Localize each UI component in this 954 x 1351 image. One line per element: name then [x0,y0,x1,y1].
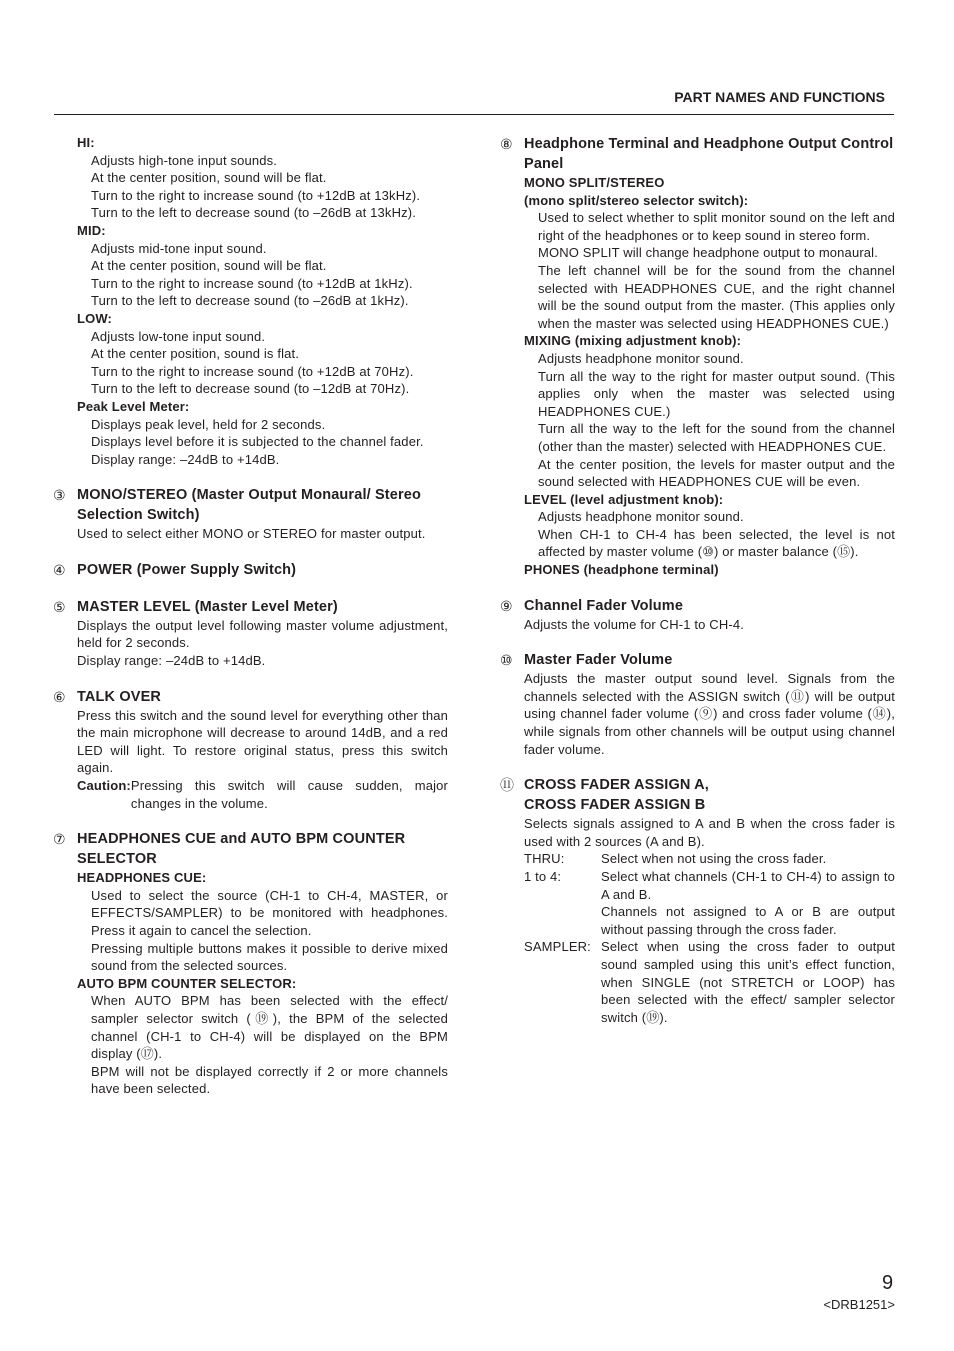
cue-text [77,887,448,975]
section-headphones-cue [53,829,448,1098]
hi-line: Turn to the right to increase sound (to +12dB at 13kHz). [91,187,421,203]
section-number: ⑥ [53,688,66,705]
section-title: Master Fader Volume [524,652,673,669]
mid-block [77,222,448,310]
section-number: ⑦ [53,831,66,848]
option-label: 1 to 4: [524,869,562,884]
section-text: Used to select either MONO or STEREO for master output. [77,526,426,542]
page-header [54,89,894,115]
section-power [53,560,448,580]
cue-paragraph: Used to select the source (CH-1 to CH-4, MASTER, or EFFECTS/SAMPLER) to be monitored with headphones. Press it again to cancel the selection. [91,887,448,938]
hi-line: Turn to the left to decrease sound (to –26dB at 13kHz). [91,205,417,221]
section-number: ③ [53,487,66,504]
mid-line: At the center position, sound will be flat. [91,258,327,274]
low-line: Turn to the right to increase sound (to +12dB at 70Hz). [91,363,414,379]
bpm-paragraph: BPM will not be displayed correctly if 2 or more channels have been selected. [91,1063,448,1097]
mid-text [77,240,448,310]
caution-label: Caution: [77,778,131,794]
mixing-paragraph: At the center position, the levels for master output and the sound selected with HEADPHONES CUE will be even. [538,456,895,490]
peak-line: Displays peak level, held for 2 seconds. [91,416,326,432]
low-line: Adjusts low-tone input sound. [91,328,266,344]
mono-paragraph: The left channel will be for the sound from the channel selected with HEADPHONES CUE, and the right channel will be the sound output from the master. (This applies only when the master was selected using HEADPHONES CUE.) [538,262,895,331]
peak-label: Peak Level Meter: [77,398,190,414]
mono-sublabel: (mono split/stereo selector switch): [524,192,749,208]
section-number: ⑩ [500,652,513,669]
phones-label: PHONES (headphone terminal) [524,562,719,578]
mixing-paragraph: Turn all the way to the left for the sound from the channel (other than the master) selected with HEADPHONES CUE. [538,421,895,454]
assign-option [524,850,895,868]
hi-text [77,152,448,222]
mid-line: Turn to the left to decrease sound (to –26dB at 1kHz). [91,293,409,309]
section-number: ⑧ [500,136,513,152]
mono-paragraph: Used to select whether to split monitor sound on the left and right of the headphones or to keep sound in stereo form. [538,210,895,243]
cue-paragraph: Pressing multiple buttons makes it possible to derive mixed sound from the selected sources. [91,940,448,974]
section-number: ⑪ [500,777,515,794]
hi-label: HI: [77,135,95,150]
mid-line: Turn to the right to increase sound (to +12dB at 1kHz). [91,275,413,291]
section-text: Adjusts the master output sound level. Signals from the channels selected with the ASSIGN switch (⑪) will be output using channel fader volume (⑨) and cross fader volume (⑭), while signals from other channels will be output using channel fader volume. [524,671,895,757]
peak-line: Displays level before it is subjected to the channel fader. [91,434,424,450]
level-text [524,508,895,561]
section-title: CROSS FADER ASSIGN A, [524,777,709,794]
section-title: Headphone Terminal and Headphone Output Control Panel [524,136,894,172]
hi-line: At the center position, sound will be flat. [91,170,327,186]
option-desc: Select when using the cross fader to output sound sampled using this unit’s effect function, when SINGLE (not STRETCH or LOOP) has been selected with the effect/ sampler selector switch (⑲). [601,939,895,1025]
section-text: Press this switch and the sound level for everything other than the main microphone will decrease to around 14dB, and a red LED will light. To restore original status, press this switch again. [77,707,448,776]
header-title: PART NAMES AND FUNCTIONS [674,89,885,105]
bpm-label: AUTO BPM COUNTER SELECTOR: [77,975,297,991]
option-label: SAMPLER: [524,939,591,955]
low-line: Turn to the left to decrease sound (to –12dB at 70Hz). [91,381,410,397]
caution-text: Pressing this switch will cause sudden, major changes in the volume. [130,778,448,811]
level-paragraph: When CH-1 to CH-4 has been selected, the level is not affected by master volume (⑩) or master balance (⑮). [538,526,895,560]
peak-block [77,398,448,468]
section-text: Adjusts the volume for CH-1 to CH-4. [524,616,744,632]
level-label: LEVEL (level adjustment knob): [524,491,724,507]
page-number: 9 [882,1272,894,1294]
mixing-paragraph: Turn all the way to the right for master output sound. (This applies only when the master was selected using HEADPHONES CUE.) [538,368,895,419]
option-desc: Select what channels (CH-1 to CH-4) to assign to A and B. [601,869,895,902]
low-label: LOW: [77,310,113,326]
assign-option [524,868,895,903]
mono-label: MONO SPLIT/STEREO [524,175,665,190]
section-text: Selects signals assigned to A and B when the cross fader is used with 2 sources (A and B). [524,816,895,849]
option-desc: Select when not using the cross fader. [601,851,827,867]
caution-note [77,777,448,812]
option-label [524,903,601,938]
assign-option [524,903,895,938]
section-range: Display range: –24dB to +14dB. [77,653,266,669]
mid-line: Adjusts mid-tone input sound. [91,240,267,256]
section-title: POWER (Power Supply Switch) [77,561,297,578]
section-talk-over [53,687,448,813]
section-title: MASTER LEVEL (Master Level Meter) [77,598,338,615]
low-block [77,310,448,398]
hi-line: Adjusts high-tone input sounds. [91,152,278,168]
section-title: TALK OVER [77,688,162,705]
section-headphone-terminal [500,134,895,579]
section-master-fader [500,650,895,758]
right-column [500,134,895,1043]
peak-line: Display range: –24dB to +14dB. [91,451,280,467]
mono-text [524,209,895,332]
bpm-text [77,992,448,1098]
section-master-level [53,597,448,670]
peak-text [77,416,448,469]
mixing-paragraph: Adjusts headphone monitor sound. [538,350,744,366]
section-title: MONO/STEREO (Master Output Monaural/ Stereo Selection Switch) [77,487,422,524]
mixing-text [524,350,895,491]
section-mono-stereo [53,485,448,543]
hi-block [77,134,448,222]
section-number: ④ [53,561,66,578]
assign-option [524,938,895,1026]
section-channel-fader [500,596,895,634]
option-desc: Channels not assigned to A or B are output without passing through the cross fader. [601,904,895,937]
bpm-paragraph: When AUTO BPM has been selected with the effect/ sampler selector switch (⑲), the BPM of the selected channel (CH-1 to CH-4) will be displayed on the BPM display (⑰). [91,993,448,1062]
mono-paragraph: MONO SPLIT will change headphone output to monaural. [538,245,878,261]
document-code: <DRB1251> [823,1297,895,1312]
section-title: CROSS FADER ASSIGN B [524,797,706,814]
option-label: THRU: [524,851,565,867]
low-line: At the center position, sound is flat. [91,346,300,362]
section-title: Channel Fader Volume [524,597,684,614]
section-title: HEADPHONES CUE and AUTO BPM COUNTER SELECTOR [77,831,406,868]
low-text [77,328,448,398]
section-text: Displays the output level following master volume adjustment, held for 2 seconds. [77,617,448,651]
mixing-label: MIXING (mixing adjustment knob): [524,333,742,349]
mid-label: MID: [77,222,106,238]
section-cross-fader-assign [500,775,895,1026]
left-column [53,134,448,1115]
section-number: ⑤ [53,598,66,615]
cue-label: HEADPHONES CUE: [77,870,207,886]
level-paragraph: Adjusts headphone monitor sound. [538,509,744,525]
section-number: ⑨ [500,597,513,614]
